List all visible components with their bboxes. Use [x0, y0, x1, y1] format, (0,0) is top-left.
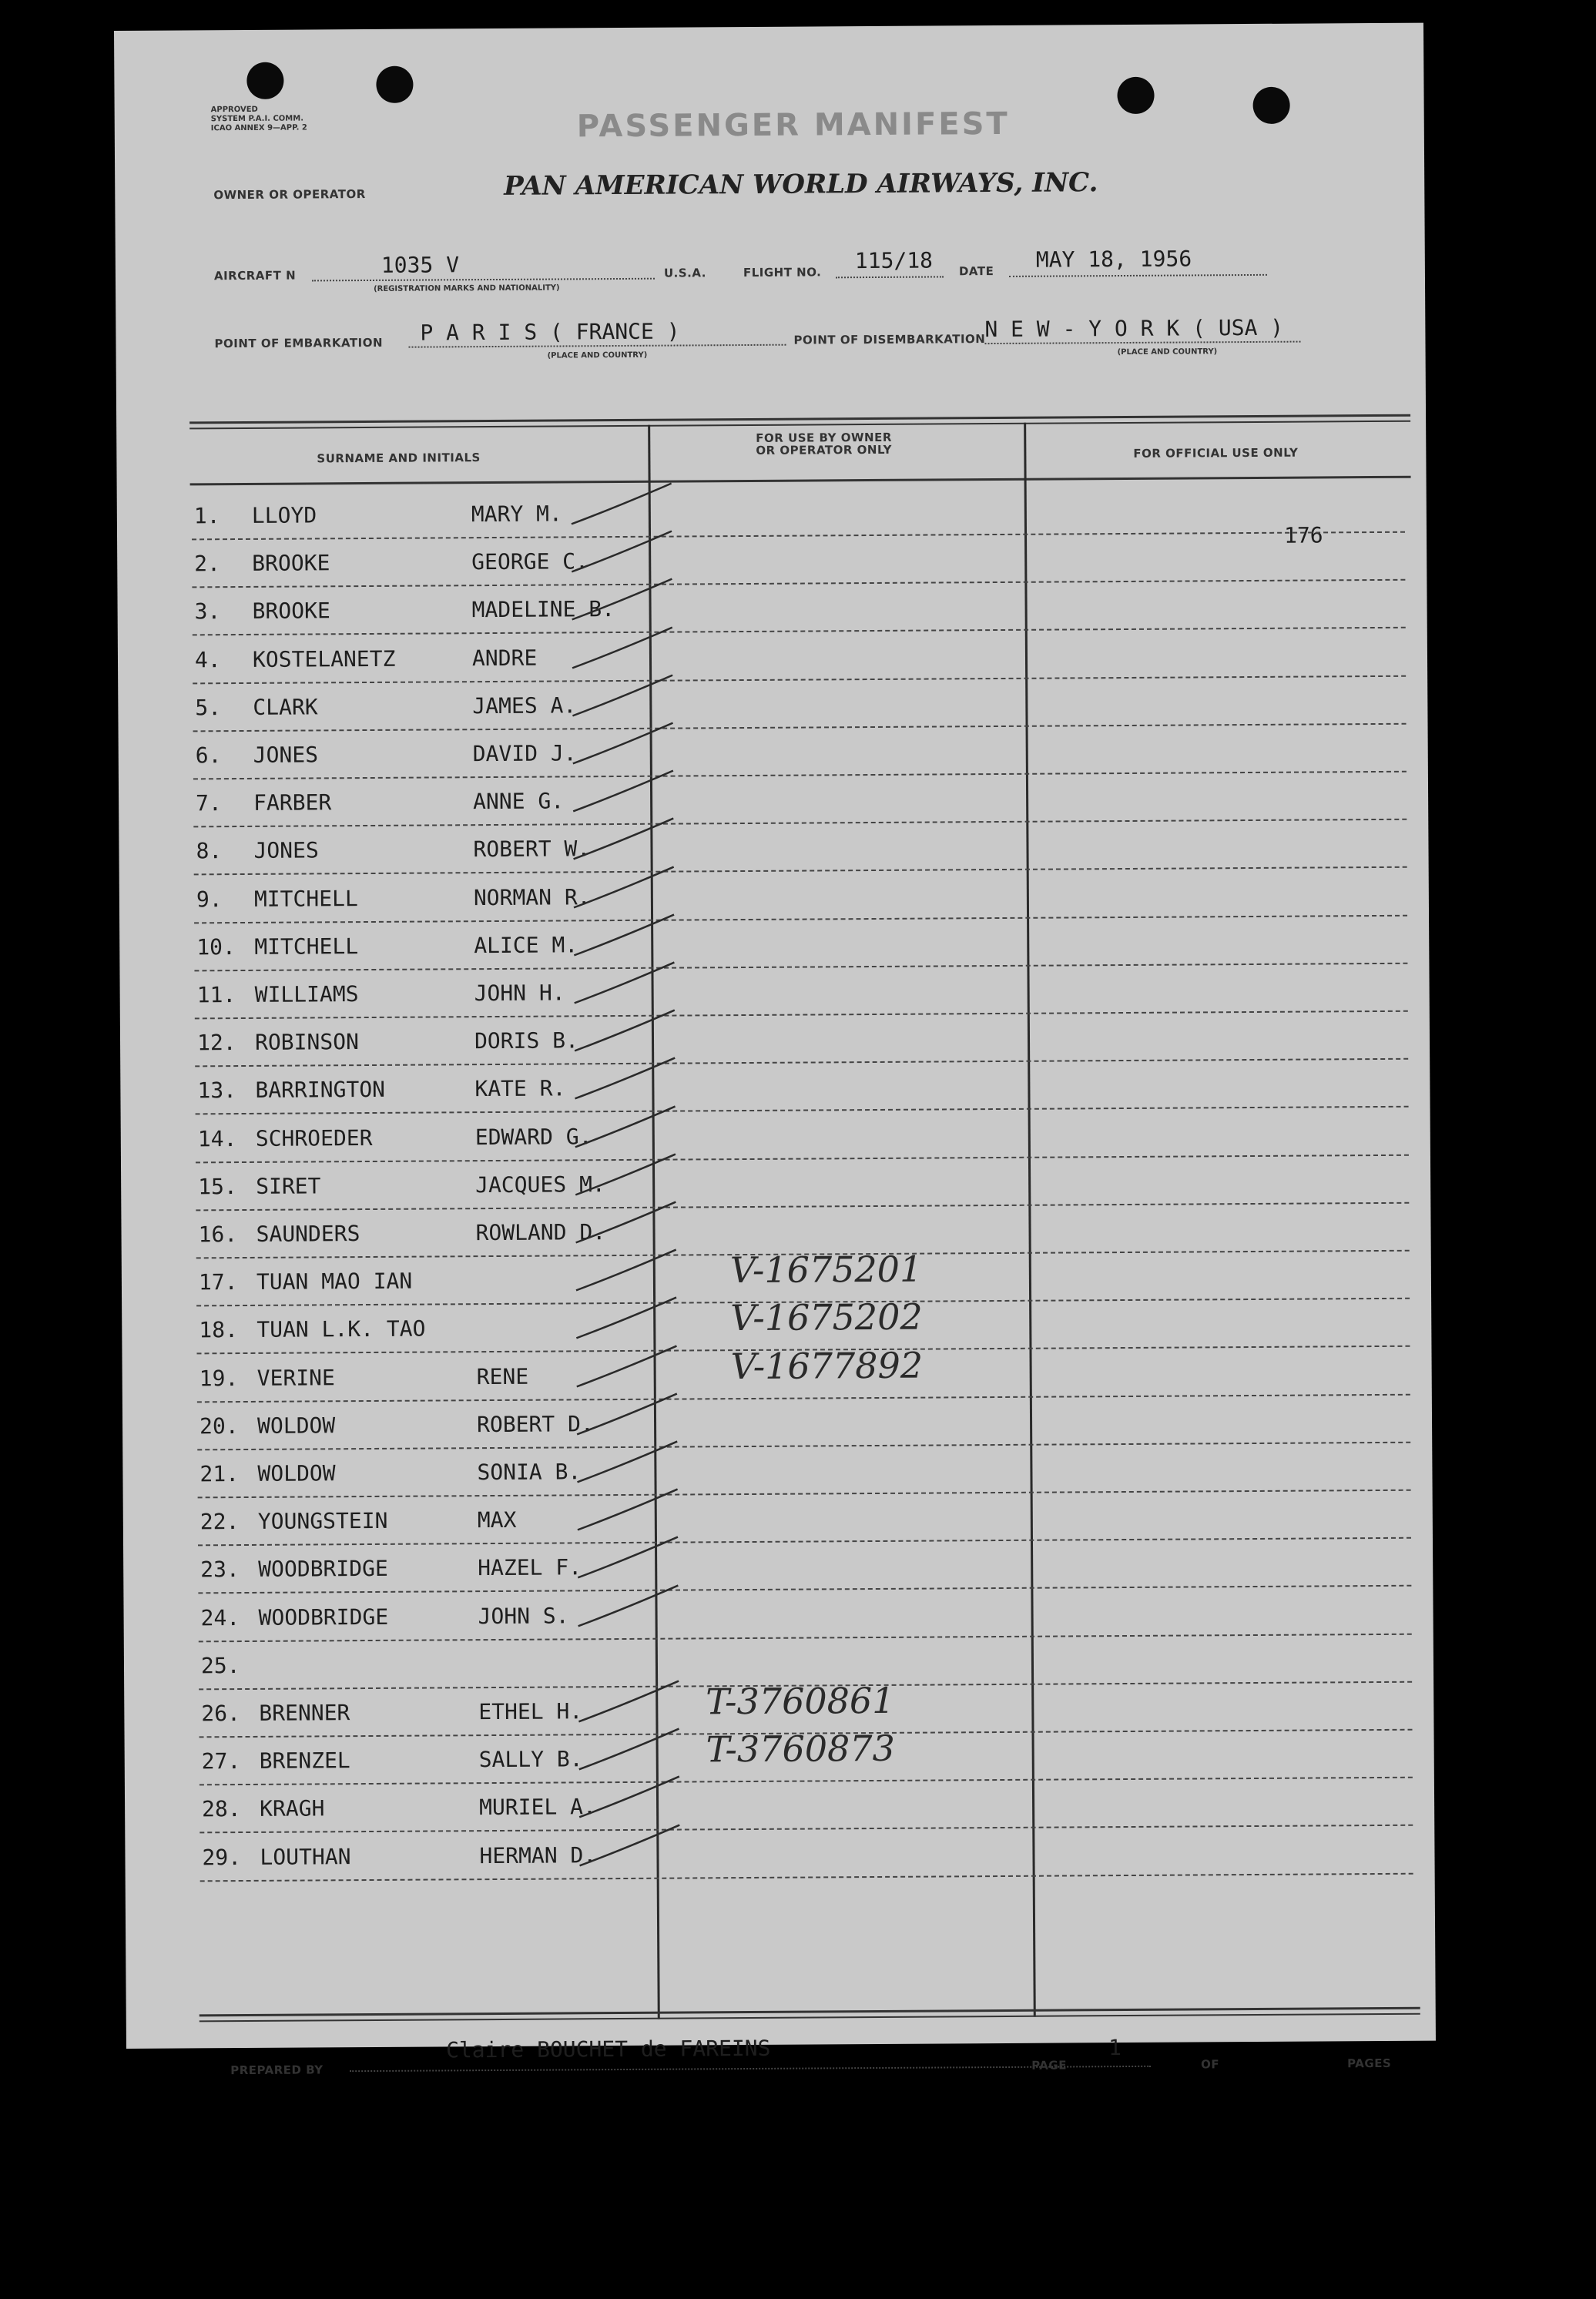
passenger-number: 10.: [196, 933, 236, 960]
aircraft-value: 1035 V: [381, 252, 460, 278]
passenger-number: 25.: [200, 1652, 240, 1679]
punch-hole: [376, 66, 413, 103]
passenger-number: 22.: [200, 1509, 240, 1535]
passenger-given-name: SALLY B.: [478, 1746, 583, 1773]
flight-value: 115/18: [854, 247, 934, 274]
passenger-surname: SCHROEDER: [255, 1124, 373, 1151]
passenger-row: [125, 1826, 1434, 1882]
passenger-given-name: DORIS B.: [474, 1027, 578, 1054]
passenger-surname: YOUNGSTEIN: [257, 1508, 388, 1535]
passenger-given-name: ANNE G.: [473, 788, 565, 815]
passenger-surname: MITCHELL: [254, 933, 359, 960]
passenger-surname: LOUTHAN: [260, 1843, 351, 1870]
passport-note: V-1677892: [730, 1344, 924, 1387]
date-label: DATE: [958, 264, 994, 279]
disembarkation-caption: (PLACE AND COUNTRY): [1117, 347, 1218, 357]
passenger-given-name: MURIEL A.: [479, 1794, 596, 1821]
passenger-given-name: ROBERT W.: [473, 836, 591, 863]
prepared-by-label: PREPARED BY: [230, 2063, 324, 2078]
passenger-surname: WOLDOW: [256, 1413, 336, 1439]
passenger-given-name: GEORGE C.: [471, 548, 589, 575]
passenger-given-name: RENE: [476, 1363, 529, 1389]
passenger-given-name: HAZEL F.: [478, 1554, 582, 1581]
passenger-number: 12.: [196, 1030, 236, 1056]
passenger-surname: CLARK: [253, 694, 318, 720]
pages-label: PAGES: [1347, 2056, 1392, 2071]
passenger-given-name: JOHN H.: [474, 980, 565, 1007]
passenger-number: 5.: [195, 694, 222, 721]
passenger-given-name: KATE R.: [474, 1075, 566, 1102]
passenger-given-name: EDWARD G.: [474, 1123, 592, 1150]
passenger-given-name: NORMAN R.: [473, 883, 591, 910]
passenger-number: 24.: [200, 1604, 240, 1630]
punch-hole: [1117, 77, 1154, 114]
owner-value: PAN AMERICAN WORLD AIRWAYS, INC.: [504, 167, 1098, 202]
passenger-surname: TUAN L.K. TAO: [256, 1315, 426, 1343]
passport-note: T-3760861: [706, 1679, 895, 1723]
passenger-surname: BROOKE: [252, 598, 330, 625]
passenger-number: 17.: [198, 1269, 238, 1295]
embarkation-caption: (PLACE AND COUNTRY): [547, 350, 648, 360]
passenger-number: 9.: [196, 886, 223, 912]
column-header-surname: SURNAME AND INITIALS: [317, 451, 481, 466]
passenger-number: 26.: [201, 1701, 241, 1727]
page-label: PAGE: [1031, 2058, 1068, 2073]
passenger-number: 19.: [199, 1365, 239, 1391]
passenger-surname: SIRET: [256, 1173, 321, 1199]
passenger-number: 1.: [193, 503, 220, 529]
approval-line: ICAO ANNEX 9—APP. 2: [210, 123, 307, 133]
aircraft-label: AIRCRAFT N: [213, 268, 297, 283]
passenger-row: [123, 1587, 1433, 1642]
disembarkation-value: N E W - Y O R K ( USA ): [984, 314, 1284, 343]
passenger-surname: JONES: [253, 837, 319, 864]
passenger-given-name: MAX: [477, 1507, 517, 1533]
passenger-number: 11.: [196, 982, 236, 1008]
passenger-number: 3.: [194, 598, 221, 625]
column-header-official-use: FOR OFFICIAL USE ONLY: [1133, 445, 1299, 461]
passport-note: V-1675202: [730, 1296, 923, 1339]
passenger-surname: SAUNDERS: [256, 1221, 360, 1247]
passenger-number: 21.: [200, 1461, 240, 1487]
passenger-given-name: SONIA B.: [477, 1459, 582, 1486]
passenger-number: 28.: [202, 1796, 241, 1822]
form-title: PASSENGER MANIFEST: [576, 106, 1010, 145]
passport-note: V-1675201: [729, 1248, 923, 1292]
passenger-given-name: MARY M.: [471, 501, 562, 528]
passenger-surname: BARRINGTON: [255, 1077, 386, 1104]
passenger-number: 15.: [198, 1173, 237, 1200]
passenger-number: 20.: [199, 1413, 239, 1439]
punch-hole: [1252, 87, 1289, 124]
flight-label: FLIGHT NO.: [743, 265, 822, 280]
passenger-surname: ROBINSON: [254, 1029, 359, 1056]
owner-label: OWNER OR OPERATOR: [213, 187, 366, 203]
passenger-surname: WOODBRIDGE: [258, 1556, 388, 1583]
approval-line: APPROVED: [210, 105, 258, 115]
approval-line: SYSTEM P.A.I. COMM.: [210, 114, 304, 124]
passenger-number: 4.: [194, 646, 221, 672]
prepared-by-value: Claire BOUCHET de FAREINS: [445, 2035, 771, 2063]
passenger-number: 18.: [199, 1317, 238, 1343]
passenger-surname: JONES: [253, 742, 319, 768]
passenger-given-name: DAVID J.: [472, 740, 577, 767]
passenger-given-name: JACQUES M.: [475, 1171, 605, 1198]
passenger-surname: KRAGH: [260, 1795, 325, 1822]
passenger-number: 23.: [200, 1557, 240, 1583]
passenger-given-name: JOHN S.: [478, 1603, 569, 1629]
passenger-surname: BRENZEL: [259, 1748, 350, 1775]
passenger-number: 14.: [197, 1125, 237, 1151]
column-header-owner-use: FOR USE BY OWNER OR OPERATOR ONLY: [756, 430, 893, 457]
official-note: 176: [1283, 522, 1323, 548]
registration-caption: (REGISTRATION MARKS AND NATIONALITY): [374, 283, 560, 293]
passenger-surname: WOLDOW: [257, 1460, 336, 1486]
punch-hole: [246, 62, 283, 99]
check-mark-stroke: [125, 1817, 710, 1882]
passenger-surname: VERINE: [256, 1364, 335, 1391]
page-value: 1: [1108, 2035, 1122, 2061]
date-value: MAY 18, 1956: [1035, 246, 1192, 273]
manifest-sheet: [114, 23, 1436, 2078]
passenger-given-name: ANDRE: [471, 645, 538, 671]
passenger-surname: WOODBRIDGE: [258, 1604, 389, 1630]
passenger-surname: WILLIAMS: [254, 981, 359, 1007]
passenger-surname: BROOKE: [252, 550, 330, 577]
passenger-surname: BRENNER: [259, 1700, 350, 1726]
passenger-given-name: MADELINE B.: [471, 596, 615, 623]
passenger-surname: LLOYD: [251, 502, 317, 528]
passenger-surname: FARBER: [253, 789, 332, 816]
passenger-number: 27.: [201, 1748, 241, 1775]
of-label: OF: [1201, 2057, 1220, 2072]
passenger-number: 2.: [194, 551, 221, 577]
passport-note: T-3760873: [706, 1728, 895, 1771]
passenger-number: 8.: [196, 838, 223, 864]
passenger-given-name: JAMES A.: [472, 692, 577, 719]
passenger-surname: TUAN MAO IAN: [256, 1268, 413, 1295]
passenger-given-name: ALICE M.: [474, 932, 578, 958]
country-label: U.S.A.: [663, 266, 706, 280]
passenger-given-name: ROBERT D.: [476, 1411, 594, 1437]
passenger-given-name: ETHEL H.: [478, 1698, 583, 1725]
embarkation-value: P A R I S ( FRANCE ): [420, 318, 680, 346]
passenger-number: 29.: [202, 1844, 242, 1870]
passenger-number: 16.: [198, 1222, 238, 1248]
passenger-surname: MITCHELL: [253, 885, 358, 912]
disembarkation-label: POINT OF DISEMBARKATION: [793, 332, 986, 347]
passenger-surname: KOSTELANETZ: [252, 645, 396, 672]
passenger-given-name: ROWLAND D.: [475, 1219, 606, 1246]
embarkation-label: POINT OF EMBARKATION: [214, 335, 384, 351]
passenger-number: 13.: [197, 1077, 237, 1104]
passenger-given-name: HERMAN D.: [479, 1842, 597, 1868]
passenger-number: 7.: [196, 790, 222, 816]
passenger-number: 6.: [195, 742, 222, 769]
check-mark-stroke: [123, 1577, 709, 1643]
